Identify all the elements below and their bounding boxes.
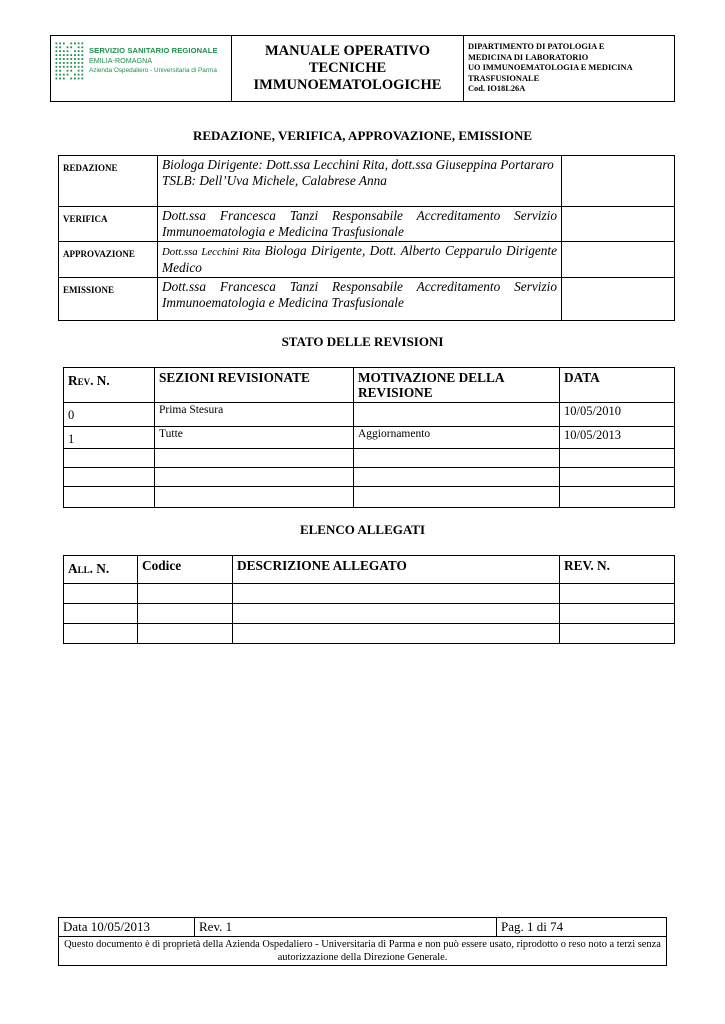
redazione-table bbox=[58, 155, 675, 321]
redazione-label: REDAZIONE bbox=[59, 156, 158, 207]
footer-page-number: Pag. 1 di 74 bbox=[497, 918, 667, 937]
column-header: Rev. N. bbox=[64, 368, 155, 403]
logo-line-3: Azienda Ospedaliero - Universitaria di Parma bbox=[89, 67, 217, 74]
column-header: SEZIONI REVISIONATE bbox=[155, 368, 354, 403]
allegati-table bbox=[63, 555, 675, 644]
table-row bbox=[64, 468, 675, 487]
regional-health-logo-icon bbox=[55, 42, 85, 82]
approvazione-value: Dott.ssa Lecchini Rita Biologa Dirigente, Dott. Alberto Cepparulo Dirigente Medico bbox=[158, 242, 562, 278]
document-code: Cod. IO18L26A bbox=[468, 84, 526, 94]
table-row bbox=[59, 156, 675, 207]
footer-revision: Rev. 1 bbox=[195, 918, 497, 937]
table-header-row bbox=[64, 556, 675, 584]
emissione-label: EMISSIONE bbox=[59, 278, 158, 321]
column-header: REV. N. bbox=[560, 556, 675, 584]
allegati-section-title: ELENCO ALLEGATI bbox=[299, 522, 426, 537]
table-header-row bbox=[64, 368, 675, 403]
redazione-section-title: REDAZIONE, VERIFICA, APPROVAZIONE, EMISSIONE bbox=[192, 128, 533, 143]
footer-date: Data 10/05/2013 bbox=[59, 918, 195, 937]
table-row bbox=[59, 242, 675, 278]
table-row bbox=[64, 584, 675, 604]
column-header: Codice bbox=[138, 556, 233, 584]
revisioni-table bbox=[63, 367, 675, 508]
verifica-value: Dott.ssa Francesca Tanzi Responsabile Accreditamento Servizio Immunoematologia e Medicina Trasfusionale bbox=[158, 207, 562, 242]
approvazione-label: APPROVAZIONE bbox=[59, 242, 158, 278]
table-row bbox=[64, 604, 675, 624]
verifica-label: VERIFICA bbox=[59, 207, 158, 242]
column-header: DATA bbox=[560, 368, 675, 403]
logo-line-1: SERVIZIO SANITARIO REGIONALE bbox=[89, 46, 218, 55]
column-header: DESCRIZIONE ALLEGATO bbox=[233, 556, 560, 584]
footer-ownership-note: Questo documento è di proprietà della Azienda Ospedaliero - Universitaria di Parma e non può essere usato, riprodotto o reso noto a terzi senza autorizzazione della Direzione Generale. bbox=[59, 937, 667, 966]
table-row bbox=[59, 207, 675, 242]
document-header bbox=[50, 35, 675, 102]
column-header: All. N. bbox=[64, 556, 138, 584]
table-row: 0 Prima Stesura 10/05/2010 bbox=[64, 403, 675, 427]
table-row bbox=[59, 278, 675, 321]
table-row bbox=[64, 624, 675, 644]
logo-line-2: EMILIA-ROMAGNA bbox=[89, 56, 153, 65]
page-footer bbox=[58, 917, 667, 966]
table-row bbox=[64, 449, 675, 468]
department-info: DIPARTIMENTO DI PATOLOGIA E MEDICINA DI LABORATORIO UO IMMUNOEMATOLOGIA E MEDICINA TRASFUSIONALE Cod. IO18L26A bbox=[464, 36, 675, 102]
revisioni-section-title: STATO DELLE REVISIONI bbox=[281, 334, 444, 349]
table-row: 1 Tutte Aggiornamento 10/05/2013 bbox=[64, 427, 675, 449]
logo bbox=[51, 36, 232, 102]
emissione-value: Dott.ssa Francesca Tanzi Responsabile Accreditamento Servizio Immunoematologia e Medicina Trasfusionale bbox=[158, 278, 562, 321]
table-row bbox=[64, 487, 675, 508]
redazione-value: Biologa Dirigente: Dott.ssa Lecchini Rita, dott.ssa Giuseppina Portararo TSLB: Dell’Uva Michele, Calabrese Anna bbox=[158, 156, 562, 207]
column-header: MOTIVAZIONE DELLA REVISIONE bbox=[354, 368, 560, 403]
manual-title: MANUALE OPERATIVO TECNICHE IMMUNOEMATOLOGICHE bbox=[232, 36, 464, 102]
